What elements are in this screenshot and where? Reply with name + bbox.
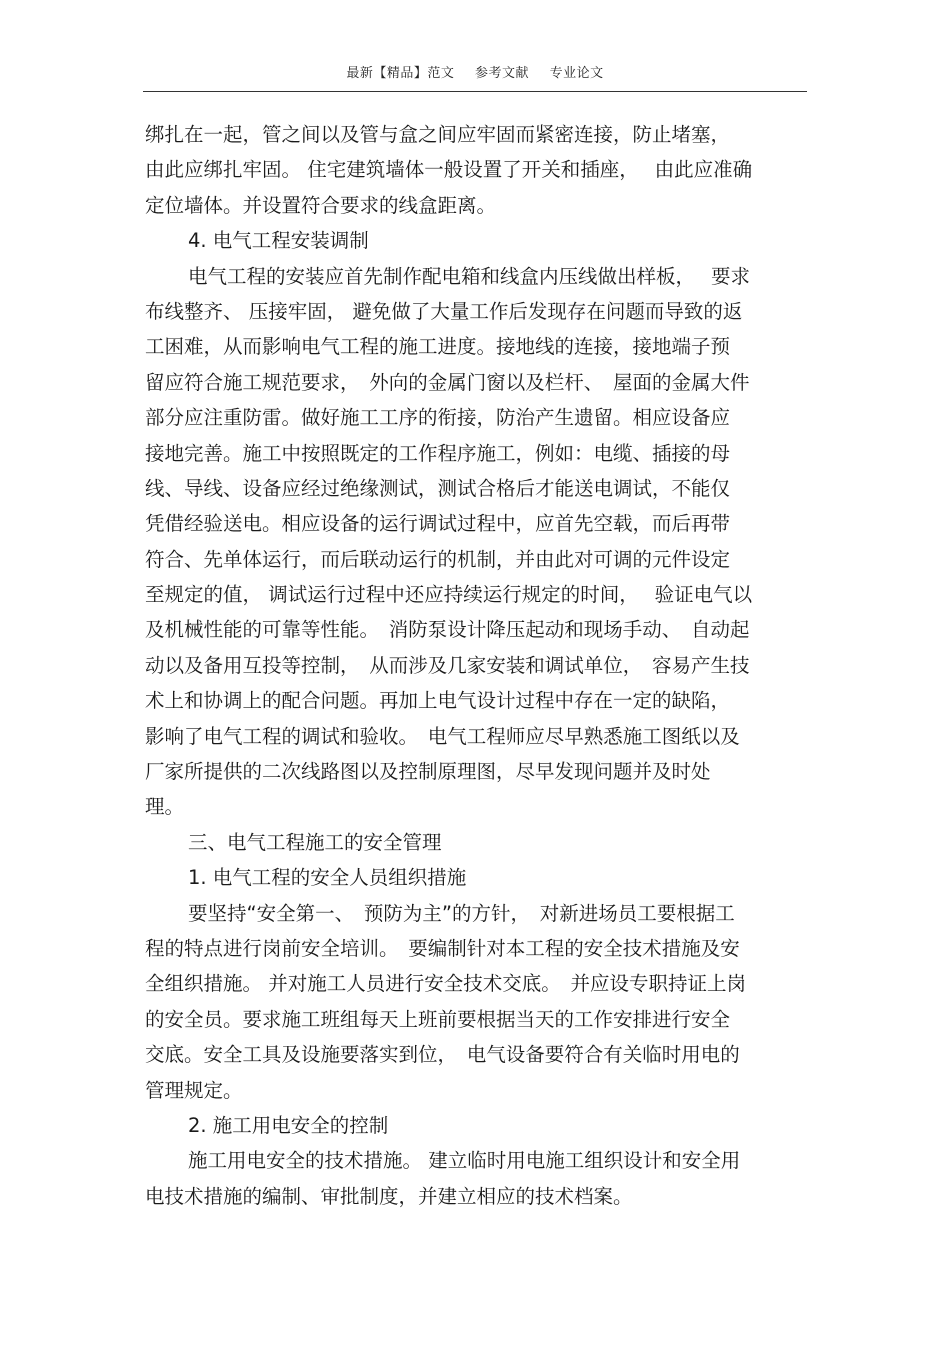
text-line: 定位墙体。并设置符合要求的线盒距离。: [145, 193, 497, 217]
text-line: 管理规定。: [145, 1078, 243, 1102]
text-line: 凭借经验送电。相应设备的运行调试过程中，应首先空载，而后再带: [145, 512, 731, 536]
text-line: 工困难，从而影响电气工程的施工进度。接地线的连接，接地端子预: [145, 335, 731, 359]
text-line: 至规定的值， 调试运行过程中还应持续运行规定的时间， 验证电气以: [145, 583, 753, 607]
header-item: 最新【精品】范文: [346, 66, 455, 81]
text-line: 施工用电安全的技术措施。 建立临时用电施工组织设计和安全用: [188, 1149, 741, 1173]
text-line: 全组织措施。 并对施工人员进行安全技术交底。 并应设专职持证上岗: [145, 972, 746, 996]
header-item: 专业论文: [549, 66, 604, 81]
text-line: 部分应注重防雷。做好施工工序的衔接，防治产生遗留。相应设备应: [145, 406, 731, 430]
text-line: 1. 电气工程的安全人员组织措施: [188, 866, 467, 890]
text-line: 动以及备用互投等控制， 从而涉及几家安装和调试单位， 容易产生技: [145, 653, 750, 677]
text-line: 理。: [145, 795, 185, 819]
text-line: 接地完善。施工中按照既定的工作程序施工，例如：电缆、插接的母: [145, 441, 731, 465]
text-line: 三、电气工程施工的安全管理: [188, 830, 442, 854]
text-line: 程的特点进行岗前安全培训。 要编制针对本工程的安全技术措施及安: [145, 936, 740, 960]
text-line: 2. 施工用电安全的控制: [188, 1113, 389, 1137]
text-line: 交底。安全工具及设施要落实到位， 电气设备要符合有关临时用电的: [145, 1043, 740, 1067]
text-line: 术上和协调上的配合问题。再加上电气设计过程中存在一定的缺陷，: [145, 689, 731, 713]
text-line: 要坚持“安全第一、 预防为主”的方针， 对新进场员工要根据工: [188, 901, 735, 925]
text-line: 布线整齐、 压接牢固， 避免做了大量工作后发现存在问题而导致的返: [145, 299, 743, 323]
document-body: [145, 117, 807, 1214]
text-line: 及机械性能的可靠等性能。 消防泵设计降压起动和现场手动、 自动起: [145, 618, 750, 642]
text-line: 绑扎在一起，管之间以及管与盒之间应牢固而紧密连接，防止堵塞，: [145, 123, 731, 146]
header-item: 参考文献: [474, 66, 529, 81]
text-line: 线、导线、设备应经过绝缘测试，测试合格后才能送电调试，不能仅: [145, 476, 731, 500]
header-divider: [143, 91, 807, 92]
text-line: 影响了电气工程的调试和验收。 电气工程师应尽早熟悉施工图纸以及: [145, 724, 740, 748]
text-line: 由此应绑扎牢固。 住宅建筑墙体一般设置了开关和插座， 由此应准确: [145, 158, 753, 182]
text-line: 电技术措施的编制、审批制度，并建立相应的技术档案。: [145, 1184, 633, 1208]
text-line: 厂家所提供的二次线路图以及控制原理图，尽早发现问题并及时处: [145, 760, 711, 784]
text-line: 电气工程的安装应首先制作配电箱和线盒内压线做出样板， 要求: [188, 264, 750, 288]
page-header: [143, 62, 807, 92]
text-line: 符合、先单体运行，而后联动运行的机制，并由此对可调的元件设定: [145, 547, 731, 571]
text-line: 的安全员。要求施工班组每天上班前要根据当天的工作安排进行安全: [145, 1007, 731, 1031]
text-line: 4. 电气工程安装调制: [188, 229, 369, 253]
text-line: 留应符合施工规范要求， 外向的金属门窗以及栏杆、 屋面的金属大件: [145, 370, 750, 394]
